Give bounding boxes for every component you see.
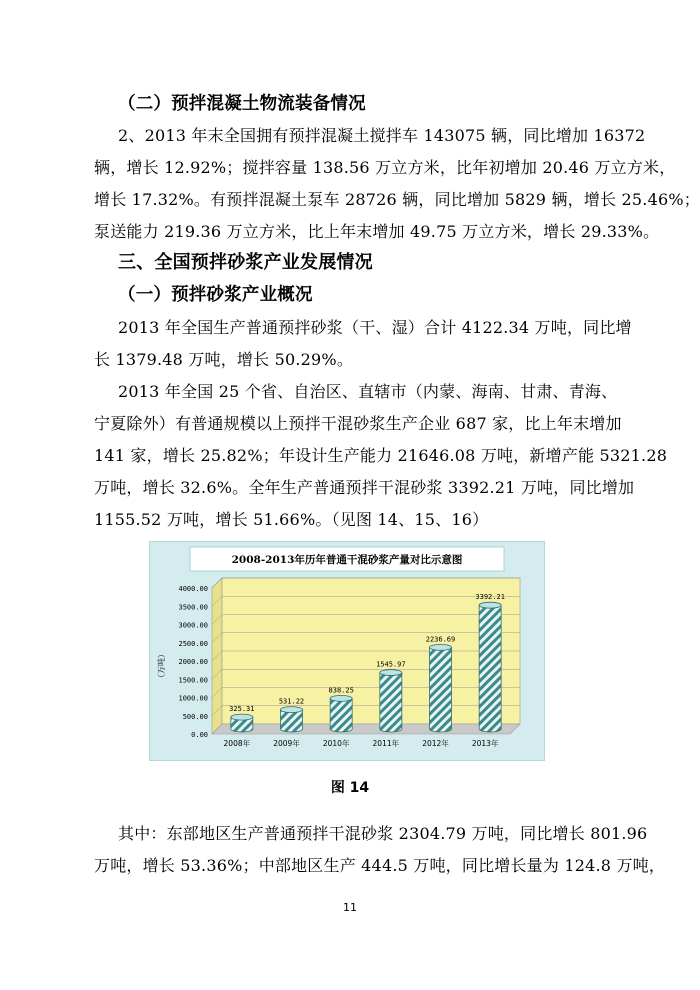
x-tick-label: 2011年 <box>372 739 400 748</box>
y-tick-label: 2500.00 <box>178 639 208 648</box>
y-tick-label: 3000.00 <box>178 621 208 630</box>
bar-2012年 <box>430 647 452 732</box>
plot-floor <box>212 724 520 734</box>
y-tick-label: 500.00 <box>182 712 208 721</box>
paragraph-line: 2013 年全国 25 个省、自治区、直辖市（内蒙、海南、甘肃、青海、 <box>118 382 618 401</box>
bar-2010年 <box>330 698 352 732</box>
paragraph-line: 2013 年全国生产普通预拌砂浆（干、湿）合计 4122.34 万吨，同比增 <box>118 318 632 337</box>
paragraph-line: 2、2013 年末全国拥有预拌混凝土搅拌车 143075 辆，同比增加 16372 <box>118 126 646 145</box>
data-label: 3392.21 <box>475 593 505 602</box>
data-label: 2236.69 <box>425 635 456 644</box>
x-tick-label: 2009年 <box>273 739 300 748</box>
paragraph-line: 增长 17.32%。有预拌混凝土泵车 28726 辆，同比增加 5829 辆，增长 25.46%； <box>94 190 700 209</box>
section-heading-mortar: 三、全国预拌砂浆产业发展情况 <box>118 252 373 273</box>
data-label: 838.25 <box>328 686 354 695</box>
chart-title: 2008-2013年历年普通干混砂浆产量对比示意图 <box>231 554 463 566</box>
x-tick-label: 2010年 <box>322 739 350 748</box>
bar-top-2013年 <box>479 602 501 608</box>
bar-top-2012年 <box>430 644 452 650</box>
x-tick-label: 2013年 <box>471 739 499 748</box>
bar-top-2010年 <box>330 695 352 701</box>
data-label: 1545.97 <box>376 660 406 669</box>
paragraph-line: 宁夏除外）有普通规模以上预拌干混砂浆生产企业 687 家，比上年末增加 <box>94 414 622 433</box>
bar-top-2011年 <box>380 670 402 676</box>
bar-2011年 <box>380 673 402 732</box>
x-tick-label: 2012年 <box>422 739 449 748</box>
paragraph-line: 万吨，增长 32.6%。全年生产普通预拌干混砂浆 3392.21 万吨，同比增加 <box>94 478 635 497</box>
bar-2013年 <box>479 605 501 732</box>
paragraph-line: 辆，增长 12.92%；搅拌容量 138.56 万立方米，比年初增加 20.46 万立方米， <box>94 158 676 177</box>
y-tick-label: 3500.00 <box>178 603 208 612</box>
bar-chart <box>149 541 545 761</box>
x-tick-label: 2008年 <box>223 739 251 748</box>
y-axis-label: （万吨） <box>157 650 166 682</box>
y-tick-label: 2000.00 <box>178 658 208 666</box>
paragraph-line: 泵送能力 219.36 万立方米，比上年末增加 49.75 万立方米，增长 29.33%。 <box>94 222 660 241</box>
paragraph-line: 1155.52 万吨，增长 51.66%。（见图 14、15、16） <box>94 510 489 529</box>
y-tick-label: 0.00 <box>191 731 208 739</box>
paragraph-line: 万吨，增长 53.36%；中部地区生产 444.5 万吨，同比增长量为 124.8 万吨， <box>94 856 666 875</box>
figure-caption: 图 14 <box>330 780 370 796</box>
y-tick-label: 4000.00 <box>178 585 208 593</box>
paragraph-line: 长 1379.48 万吨，增长 50.29%。 <box>94 350 354 369</box>
section-heading-equipment: （二）预拌混凝土物流装备情况 <box>118 94 366 114</box>
y-tick-label: 1500.00 <box>178 676 208 685</box>
section-heading-mortar-overview: （一）预拌砂浆产业概况 <box>118 285 313 305</box>
page-number: 11 <box>343 901 357 914</box>
bar-top-2009年 <box>281 707 303 713</box>
chart-canvas <box>150 542 544 760</box>
bar-top-2008年 <box>231 714 253 720</box>
y-tick-label: 1000.00 <box>178 694 208 703</box>
data-label: 325.31 <box>229 705 255 714</box>
paragraph-line: 141 家，增长 25.82%；年设计生产能力 21646.08 万吨，新增产能 5321.28 <box>94 446 668 465</box>
paragraph-line: 其中：东部地区生产普通预拌干混砂浆 2304.79 万吨，同比增长 801.96 <box>118 824 648 843</box>
data-label: 531.22 <box>278 697 305 706</box>
